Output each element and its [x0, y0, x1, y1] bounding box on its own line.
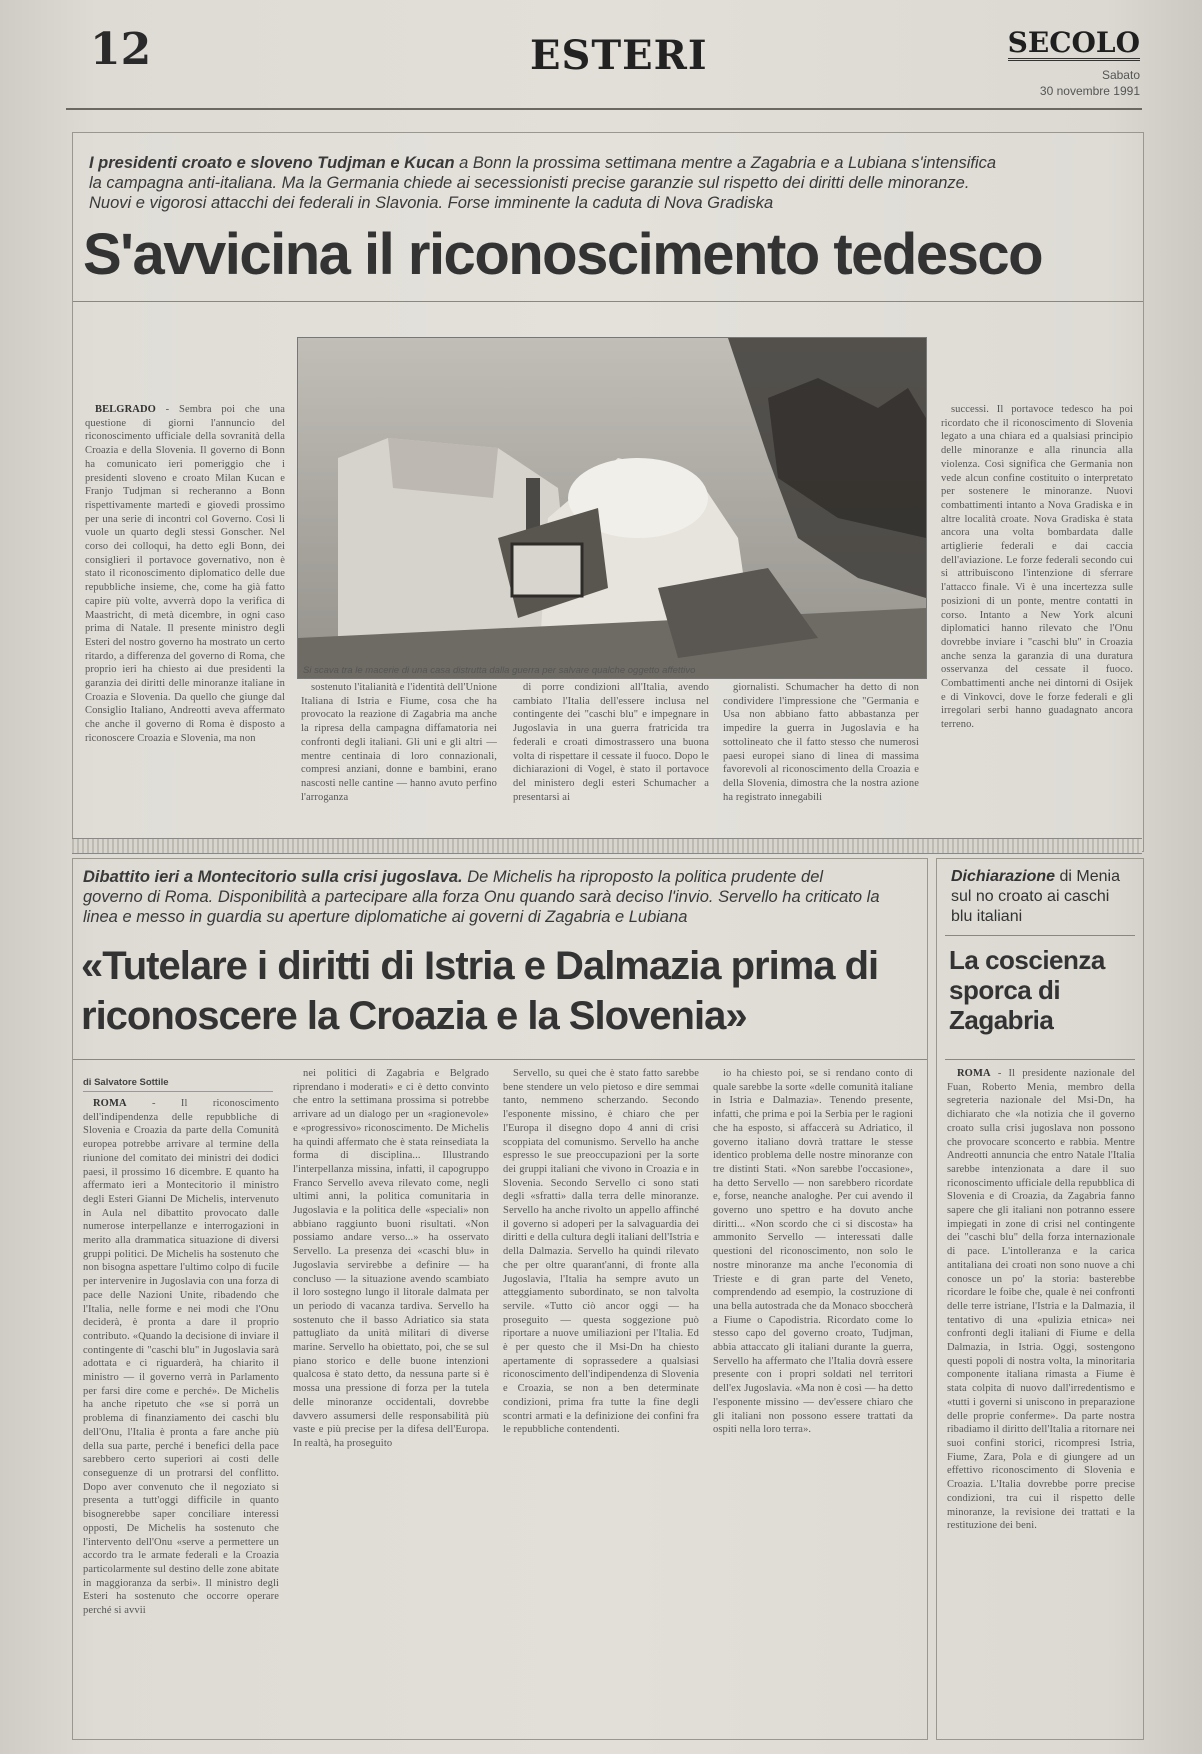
paper-day: Sabato — [1101, 68, 1140, 82]
article1-column-1-text: - Sembra poi che una questione di giorni l'annuncio del riconoscimento ufficiale della sovranità della Croazia e della Slovenia. Il governo di Bonn ha comunicato ieri pomeriggio che i presidenti sloveno e croato Milan Kucan e Franjo Tudjman si recheranno a Bonn rispettivamente martedì e giovedì prossimo per una serie di incontri col Governo. Così li vuole un quarto degli stessi Gonscher. Nel corso dei colloqui, ha detto egli Bonn, dei consiglieri il portavoce governativo, non è stato il riconoscimento diplomatico delle due repubbliche insieme, che, come ha già fatto capire più volte, avverrà dopo la verifica di Maastricht, di metà dicembre, in ogni caso prima di Natale. Il presente ministro degli Esteri del nostro governo ha mostrato un certo ritardo, a differenza del governo di Roma, che proprio ieri ha chiesto ai due presidenti la garanzia dei diritti delle minoranze italiane in Croazia e Slovenia. Da quello che giunge dal Consiglio Italiano, Andreotti aveva affermato che anche il governo di Roma è disposto a riconoscere Croazia e Slovenia, ma non — [85, 404, 285, 744]
article2-column-3-text: Servello, su quei che è stato fatto sarebbe bene stendere un velo pietoso e dire semmai tanto, nemmeno scherzando. Secondo l'esponente missino, è chiaro che per l'Europa il disegno dopo 4 anni di crisi scoppiata del comunismo. Servello ha anche espresso le sue preoccupazioni per la sorte dei gruppi italiani che vivono in Croazia e in Slovenia. Secondo Servello ci sono stati degli «sfratti» dalla terra delle minoranze. Servello ha anche rivolto un appello affinché il governo si adoperi per la salvaguardia dei diritti e della cultura degli italiani dell'Istria e della Dalmazia. Servello ha quindi rilevato che per oltre quarant'anni, di fronte alla Jugoslavia, l'Italia ha sempre avuto un atteggiamento subordinato, se non talvolta servile. «Tutto ciò ancor oggi — ha proseguito — questa soggezione può riportare a nuove umiliazioni per l'Italia. Ed è per questo che il Msi-Dn ha chiesto apertamente di soprassedere a qualsiasi riconoscimento dell'indipendenza di Slovenia e Croazia, se non a ben determinate condizioni, prima fra tutte la fine degli scontri armati e la definizione dei confini fra le repubbliche contendenti. — [503, 1068, 699, 1436]
article1-column-4 — [723, 681, 919, 833]
sidebar-rule — [945, 935, 1135, 936]
article2-rule — [73, 1059, 927, 1060]
article1-column-5 — [941, 403, 1133, 833]
article2-column-1 — [83, 1097, 279, 1733]
article2-column-4-text: io ha chiesto poi, se si rendano conto di quale sarebbe la sorte «delle comunità italiane in Istria e Dalmazia». Tenendo presente, infatti, che prima e poi la Serbia per le ragioni che ha esposto, si affaccerà su Adriatico, il governo italiano dovrà trattare le stesse identico problema delle nostre minoranze con tre distinti Stati. «Non sarebbe l'occasione», ha detto Servello — non sarebbero ricordate e, forse, neanche analoghe. Per cui avendo il governo uno spettro e ha dovuto anche diritti... «Non scordo che ci si discosta» ha ammonito Servello — interessati dalle questioni del riconoscimento, non solo le nostre minoranze ma anche l'economia di Trieste e di gran parte del Veneto, comprendendo ad esempio, la costruzione di una bella autostrada che da Monaco sboccherà a Fiume o Capodistria. Ricordato come lo stesso capo del governo croato, Tudjman, abbia attaccato gli italiani durante la guerra, Servello ha affermato che l'Italia dovrà essere presente con i propri soldati nel territori dell'ex Jugoslavia. «Ma non è così — ha detto l'esponente missino — dev'essere chiaro che gli italiani non possono essere trattati da ospiti nella loro terra». — [713, 1068, 913, 1436]
article2-deck — [83, 867, 883, 927]
sidebar-column-text: - Il presidente nazionale del Fuan, Roberto Menia, membro della segreteria nazionale del Msi-Dn, ha dichiarato che «la notizia che il governo croato sulla crisi jugoslava non possono che provocare sconcerto e rabbia. Mentre Andreotti annuncia che entro Natale l'Italia sarebbe intenzionata a dare il suo riconoscimento ufficiale della repubblica di Slovenia e di Croazia, da Zagabria fanno sapere che gli italiani non potranno essere impiegati in zone di crisi nel contingente dei "caschi blu" della forza internazionale di pace. L'intolleranza e la carica antitaliana dei croati non sono nuove a chi conosce un po' la storia: basterebbe ricordare le foibe che, quale è nei confronti delle terre istriane, l'Istria e la Dalmazia, il tentativo di una «pulizia etnica» nei confronti degli italiani di Fiume e della Dalmazia, in Istria. Oggi, sostengono questi popoli di nostra volta, la minoritaria componente italiana rimasta a Fiume è stata colpita di nuovo dall'irredentismo e «tutti i governi si uniscono in preparazione delle proprie conferme». Da parte nostra ribadiamo il diritto dell'Italia a ritornare nei suoi confini storici, ricompresi Istria, Fiume, Zara, Pola e di giungere ad un effettivo riconoscimento di Slovenia e Croazia. L'Italia dovrebbe porre precise condizioni, tra cui il rispetto delle minoranze, la revisione dei trattati e la restituzione dei beni. — [947, 1068, 1135, 1532]
page-number: 12 — [90, 24, 152, 75]
article1-column-4-text: giornalisti. Schumacher ha detto di non condividere l'impressione che "Germania e Usa non abbiano fatto abbastanza per impedire la guerra in Jugoslavia e ha sottolineato che il fatto stesso che numerosi paesi europei siano di linea di massima favorevoli al riconoscimento della Croazia e della Slovenia, dimostra che la nostra azione ha registrato innegabili — [723, 682, 919, 803]
article2-deck-text: De Michelis ha riproposto la politica prudente del governo di Roma. Disponibilità a partecipare alla forza Onu quando sarà deciso l'invio. Servello ha criticato la linea e messo in guardia su aperture diplomatiche ai governi di Zagabria e Lubiana — [83, 868, 880, 926]
sidebar-deck-text: di Menia sul no croato ai caschi blu italiani — [951, 868, 1120, 925]
sidebar-column — [947, 1067, 1135, 1733]
paper-logo: SECOLO — [1007, 26, 1140, 59]
article2-dateline: ROMA — [93, 1098, 127, 1109]
article2-column-3 — [503, 1067, 699, 1733]
article1-column-5-text: successi. Il portavoce tedesco ha poi ricordato che il riconoscimento di Slovenia legato a una chiara ed a qualsiasi principio delle minoranze e alla rinuncia alla violenza. Così significa che Germania non vede alcun confine costituito o interpretato per sostenere le minoranze. Nuovi combattimenti intanto a Nova Gradiska e in altre località croate. Nova Gradiska è stata ancora una volta bombardata dalle artiglierie federali e dai caccia dell'aviazione. Le forze federali secondo cui si attribuiscono l'intenzione di sferrare l'attacco finale. Vi è una incertezza sulle posizioni di un ponte, mentre contatti in corso. Intanto a New York alcuni diplomatici hanno rilevato che l'Onu dovrebbe inviare i "caschi blu" in Croazia anche senza la garanzia di una duratura osservanza del cessate il fuoco. Combattimenti anche nei dintorni di Osijek e di Vinkovci, dove le forze federali e gli irregolari serbi hanno guadagnato ancora terreno. — [941, 404, 1133, 731]
photo-caption: Si scava tra le macerie di una casa distrutta dalla guerra per salvare qualche oggetto affettivo — [303, 665, 696, 676]
article1-deck-bold: I presidenti croato e sloveno Tudjman e Kucan — [89, 154, 455, 172]
article1-column-2 — [301, 681, 497, 833]
masthead-rule — [66, 108, 1142, 110]
article-german-recognition — [72, 132, 1144, 852]
article1-photo — [297, 337, 927, 679]
section-divider — [72, 838, 1142, 854]
article1-column-1 — [85, 403, 285, 833]
article-istria-dalmazia — [72, 858, 928, 1740]
article1-column-3 — [513, 681, 709, 833]
sidebar-headline: La coscienza sporca di Zagabria — [949, 945, 1105, 1035]
article2-column-1-text: - Il riconoscimento dell'indipendenza delle repubbliche di Slovenia e Croazia da parte della Comunità europea potrebbe arrivare al termine della riunione del comitato dei ministri dei dodici paesi, il prossimo 16 dicembre. E quanto ha affermato ieri a Montecitorio il ministro degli Esteri Gianni De Michelis, intervenuto in Aula nel dibattito provocato dalle numerose interpellanze e interrogazioni in merito alla drammatica situazione di diversi gruppi politici. De Michelis ha sostenuto che non bisogna aspettare l'ultimo colpo di fucile per intervenire in Jugoslavia con una forza di pace delle Nazioni Unite, ribadendo che l'Italia, nelle forme e nei modi che l'Onu deciderà, è pronta a dare il proprio contributo. «Quando la decisione di inviare il contingente di "caschi blu" in Jugoslavia sarà adottata e ci riguarderà, ha chiarito il ministro — il governo verrà in Parlamento per farsi dire come e perché». De Michelis ha anche ripetuto che «se si porrà un problema di finanziamento dei caschi blu dell'Onu, l'Italia è pronta a fare anche più della sua parte, perché i benefici della pace sarebbero certo superiori ai costi delle conseguenze di un protrarsi del conflitto. Dopo aver convenuto che il negoziato si presenta a tutt'oggi difficile in quanto bisognerebbe saper conciliare interessi opposti, De Michelis ha sostenuto che l'intervento dell'Onu «serve a permettere un accordo tra le armate federali e la Croazia particolarmente sul destino delle zone abitate in maggioranza da serbi». Il ministro degli Esteri ha sostenuto che occorre operare perché si avvii — [83, 1098, 279, 1617]
article1-rule — [73, 301, 1143, 302]
article1-deck-text: a Bonn la prossima settimana mentre a Zagabria e a Lubiana s'intensifica la campagna anti-italiana. Ma la Germania chiede ai secessionisti precise garanzie sul rispetto dei diritti delle minoranze. Nuovi e vigorosi attacchi dei federali in Slavonia. Forse imminente la caduta di Nova Gradiska — [89, 154, 997, 212]
article2-column-2 — [293, 1067, 489, 1733]
sidebar-rule-lower — [945, 1059, 1135, 1060]
section-name: ESTERI — [530, 32, 708, 79]
sidebar-deck-bold: Dichiarazione — [951, 868, 1056, 885]
article1-headline: S'avvicina il riconoscimento tedesco — [83, 222, 1043, 287]
article2-deck-bold: Dibattito ieri a Montecitorio sulla crisi jugoslava. — [83, 868, 463, 886]
article2-headline: «Tutelare i diritti di Istria e Dalmazia prima di riconoscere la Croazia e la Slovenia» — [81, 944, 879, 1038]
masthead — [60, 18, 1150, 128]
article1-deck — [89, 153, 1009, 213]
article1-dateline: BELGRADO — [95, 404, 156, 415]
photo-rubble-scene — [298, 338, 926, 678]
article2-byline: di Salvatore Sottile — [83, 1077, 273, 1092]
sidebar-menia-statement — [936, 858, 1144, 1740]
article2-column-2-text: nei politici di Zagabria e Belgrado riprendano i moderati» e ci è detto convinto che entro la settimana prossima si potrebbe arrivare ad un dialogo per un «ragionevole» e «progressivo» riconoscimento. De Michelis ha quindi affermato che è stata reinsediata la forma di disciplina... Illustrando l'interpellanza missina, infatti, il capogruppo Franco Servello aveva rilevato come, negli ultimi anni, la politica comunitaria in Jugoslavia e la politica delle «speciali» non abbiano raggiunto buoni risultati. «Non possiamo andare verso...» ha osservato Servello. La presenza dei «caschi blu» in Jugoslavia servirebbe a definire — ha concluso — la situazione avendo scambiato il loro sostegno lungo il litorale dalmata per un periodo di vacanza tardiva. Servello ha sostenuto che il basso Adriatico sia stata pattugliato da unità militari di diverse marine. Servello ha obiettato, poi, che se sul piano storico e delle buone intenzioni qualcosa è stato detto, da nessuna parte si è mossa una pressione di forza per la tutela delle minoranze occidentali, dovrebbe davvero assumersi delle responsabilità più vaste e più precise per la difesa dell'Europa. In realtà, ha proseguito — [293, 1068, 489, 1449]
paper-date: 30 novembre 1991 — [1039, 84, 1140, 98]
article1-column-3-text: di porre condizioni all'Italia, avendo cambiato l'Italia dell'essere inclusa nel contingente dei "caschi blu" e impegnare in Jugoslavia in una guerra fratricida tra federali e croati dimostrassero una buona volta di rispettare il cessate il fuoco. Dopo le dichiarazioni di Vogel, è stato il portavoce del ministero degli esteri Schumacher a presentarsi ai — [513, 682, 709, 803]
sidebar-deck — [951, 867, 1131, 927]
article1-column-2-text: sostenuto l'italianità e l'identità dell'Unione Italiana di Istria e Fiume, cosa che ha provocato la reazione di Zagabria ma anche la ripresa della campagna diffamatoria nei confronti degli italiani. Gli uni e gli altri — mentre centinaia di loro connazionali, compresi anziani, donne e bambini, erano nascosti nelle cantine — hanno avuto perfino l'arroganza — [301, 682, 497, 803]
sidebar-dateline: ROMA — [957, 1068, 991, 1079]
article2-column-4 — [713, 1067, 913, 1733]
